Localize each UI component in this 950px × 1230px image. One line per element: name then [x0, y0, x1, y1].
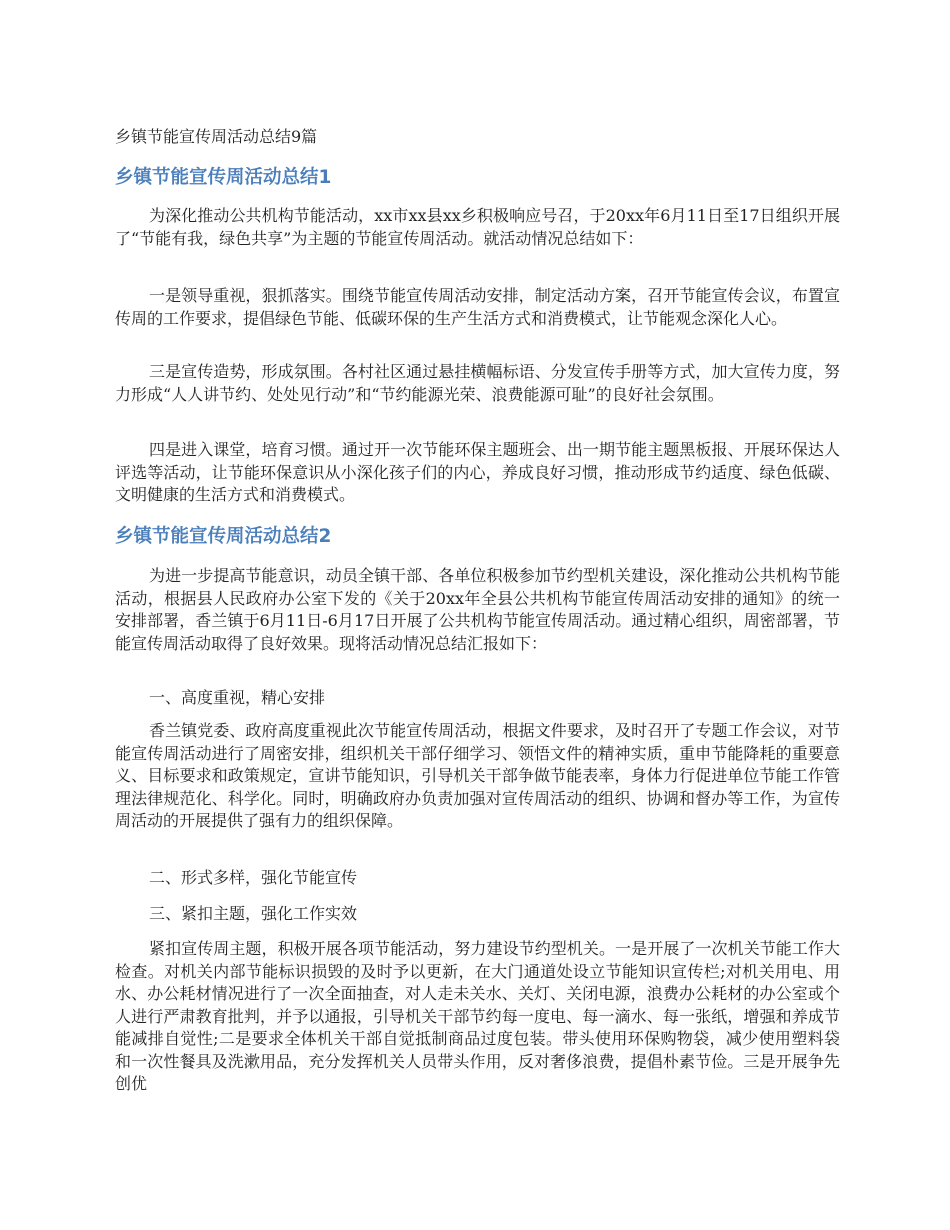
paragraph: 香兰镇党委、政府高度重视此次节能宣传周活动，根据文件要求，及时召开了专题工作会议，对节能宣传周活动进行了周密安排，组织机关干部仔细学习、领悟文件的精神实质，重申节能降耗的重要意义、目标要求和政策规定，宣讲节能知识，引导机关干部争做节能表率，身体力行促进单位节能工作管理法律规范化、科学化。同时，明确政府办负责加强对宣传周活动的组织、协调和督办等工作，为宣传周活动的开展提供了强有力的组织保障。: [115, 721, 840, 830]
subheading: 一、高度重视，精心安排: [149, 688, 326, 707]
paragraph: 一是领导重视，狠抓落实。围绕节能宣传周活动安排，制定活动方案，召开节能宣传会议，布置宣传周的工作要求，提倡绿色节能、低碳环保的生产生活方式和消费模式，让节能观念深化人心。: [115, 286, 840, 328]
document-title: 乡镇节能宣传周活动总结9篇: [115, 127, 318, 146]
section-heading-1: 乡镇节能宣传周活动总结1: [115, 167, 332, 188]
paragraph: 四是进入课堂，培育习惯。通过开一次节能环保主题班会、出一期节能主题黑板报、开展环保达人评选等活动，让节能环保意识从小深化孩子们的内心，养成良好习惯，推动形成节约适度、绿色低碳、文明健康的生活方式和消费模式。: [115, 440, 840, 504]
paragraph: 为深化推动公共机构节能活动，xx市xx县xx乡积极响应号召，于20xx年6月11日至17日组织开展了“节能有我，绿色共享”为主题的节能宣传周活动。就活动情况总结如下：: [115, 206, 840, 248]
section-heading-2: 乡镇节能宣传周活动总结2: [115, 526, 332, 547]
subheading: 二、形式多样，强化节能宣传: [149, 868, 358, 887]
subheading: 三、紧扣主题，强化工作实效: [149, 904, 358, 923]
paragraph: 三是宣传造势，形成氛围。各村社区通过悬挂横幅标语、分发宣传手册等方式，加大宣传力度，努力形成“人人讲节约、处处见行动”和“节约能源光荣、浪费能源可耻”的良好社会氛围。: [115, 362, 840, 404]
paragraph: 紧扣宣传周主题，积极开展各项节能活动，努力建设节约型机关。一是开展了一次机关节能工作大检查。对机关内部节能标识损毁的及时予以更新，在大门通道处设立节能知识宣传栏;对机关用电、用水、办公耗材情况进行了一次全面抽查，对人走未关水、关灯、关闭电源，浪费办公耗材的办公室或个人进行严肃教育批判，并予以通报，引导机关干部节约每一度电、每一滴水、每一张纸，增强和养成节能减排自觉性;二是要求全体机关干部自觉抵制商品过度包装。带头使用环保购物袋，减少使用塑料袋和一次性餐具及洗漱用品，充分发挥机关人员带头作用，反对奢侈浪费，提倡朴素节俭。三是开展争先创优: [115, 939, 840, 1093]
paragraph: 为进一步提高节能意识，动员全镇干部、各单位积极参加节约型机关建设，深化推动公共机构节能活动，根据县人民政府办公室下发的《关于20xx年全县公共机构节能宣传周活动安排的通知》的统一安排部署，香兰镇于6月11日-6月17日开展了公共机构节能宣传周活动。通过精心组织，周密部署，节能宣传周活动取得了良好效果。现将活动情况总结汇报如下：: [115, 566, 840, 653]
